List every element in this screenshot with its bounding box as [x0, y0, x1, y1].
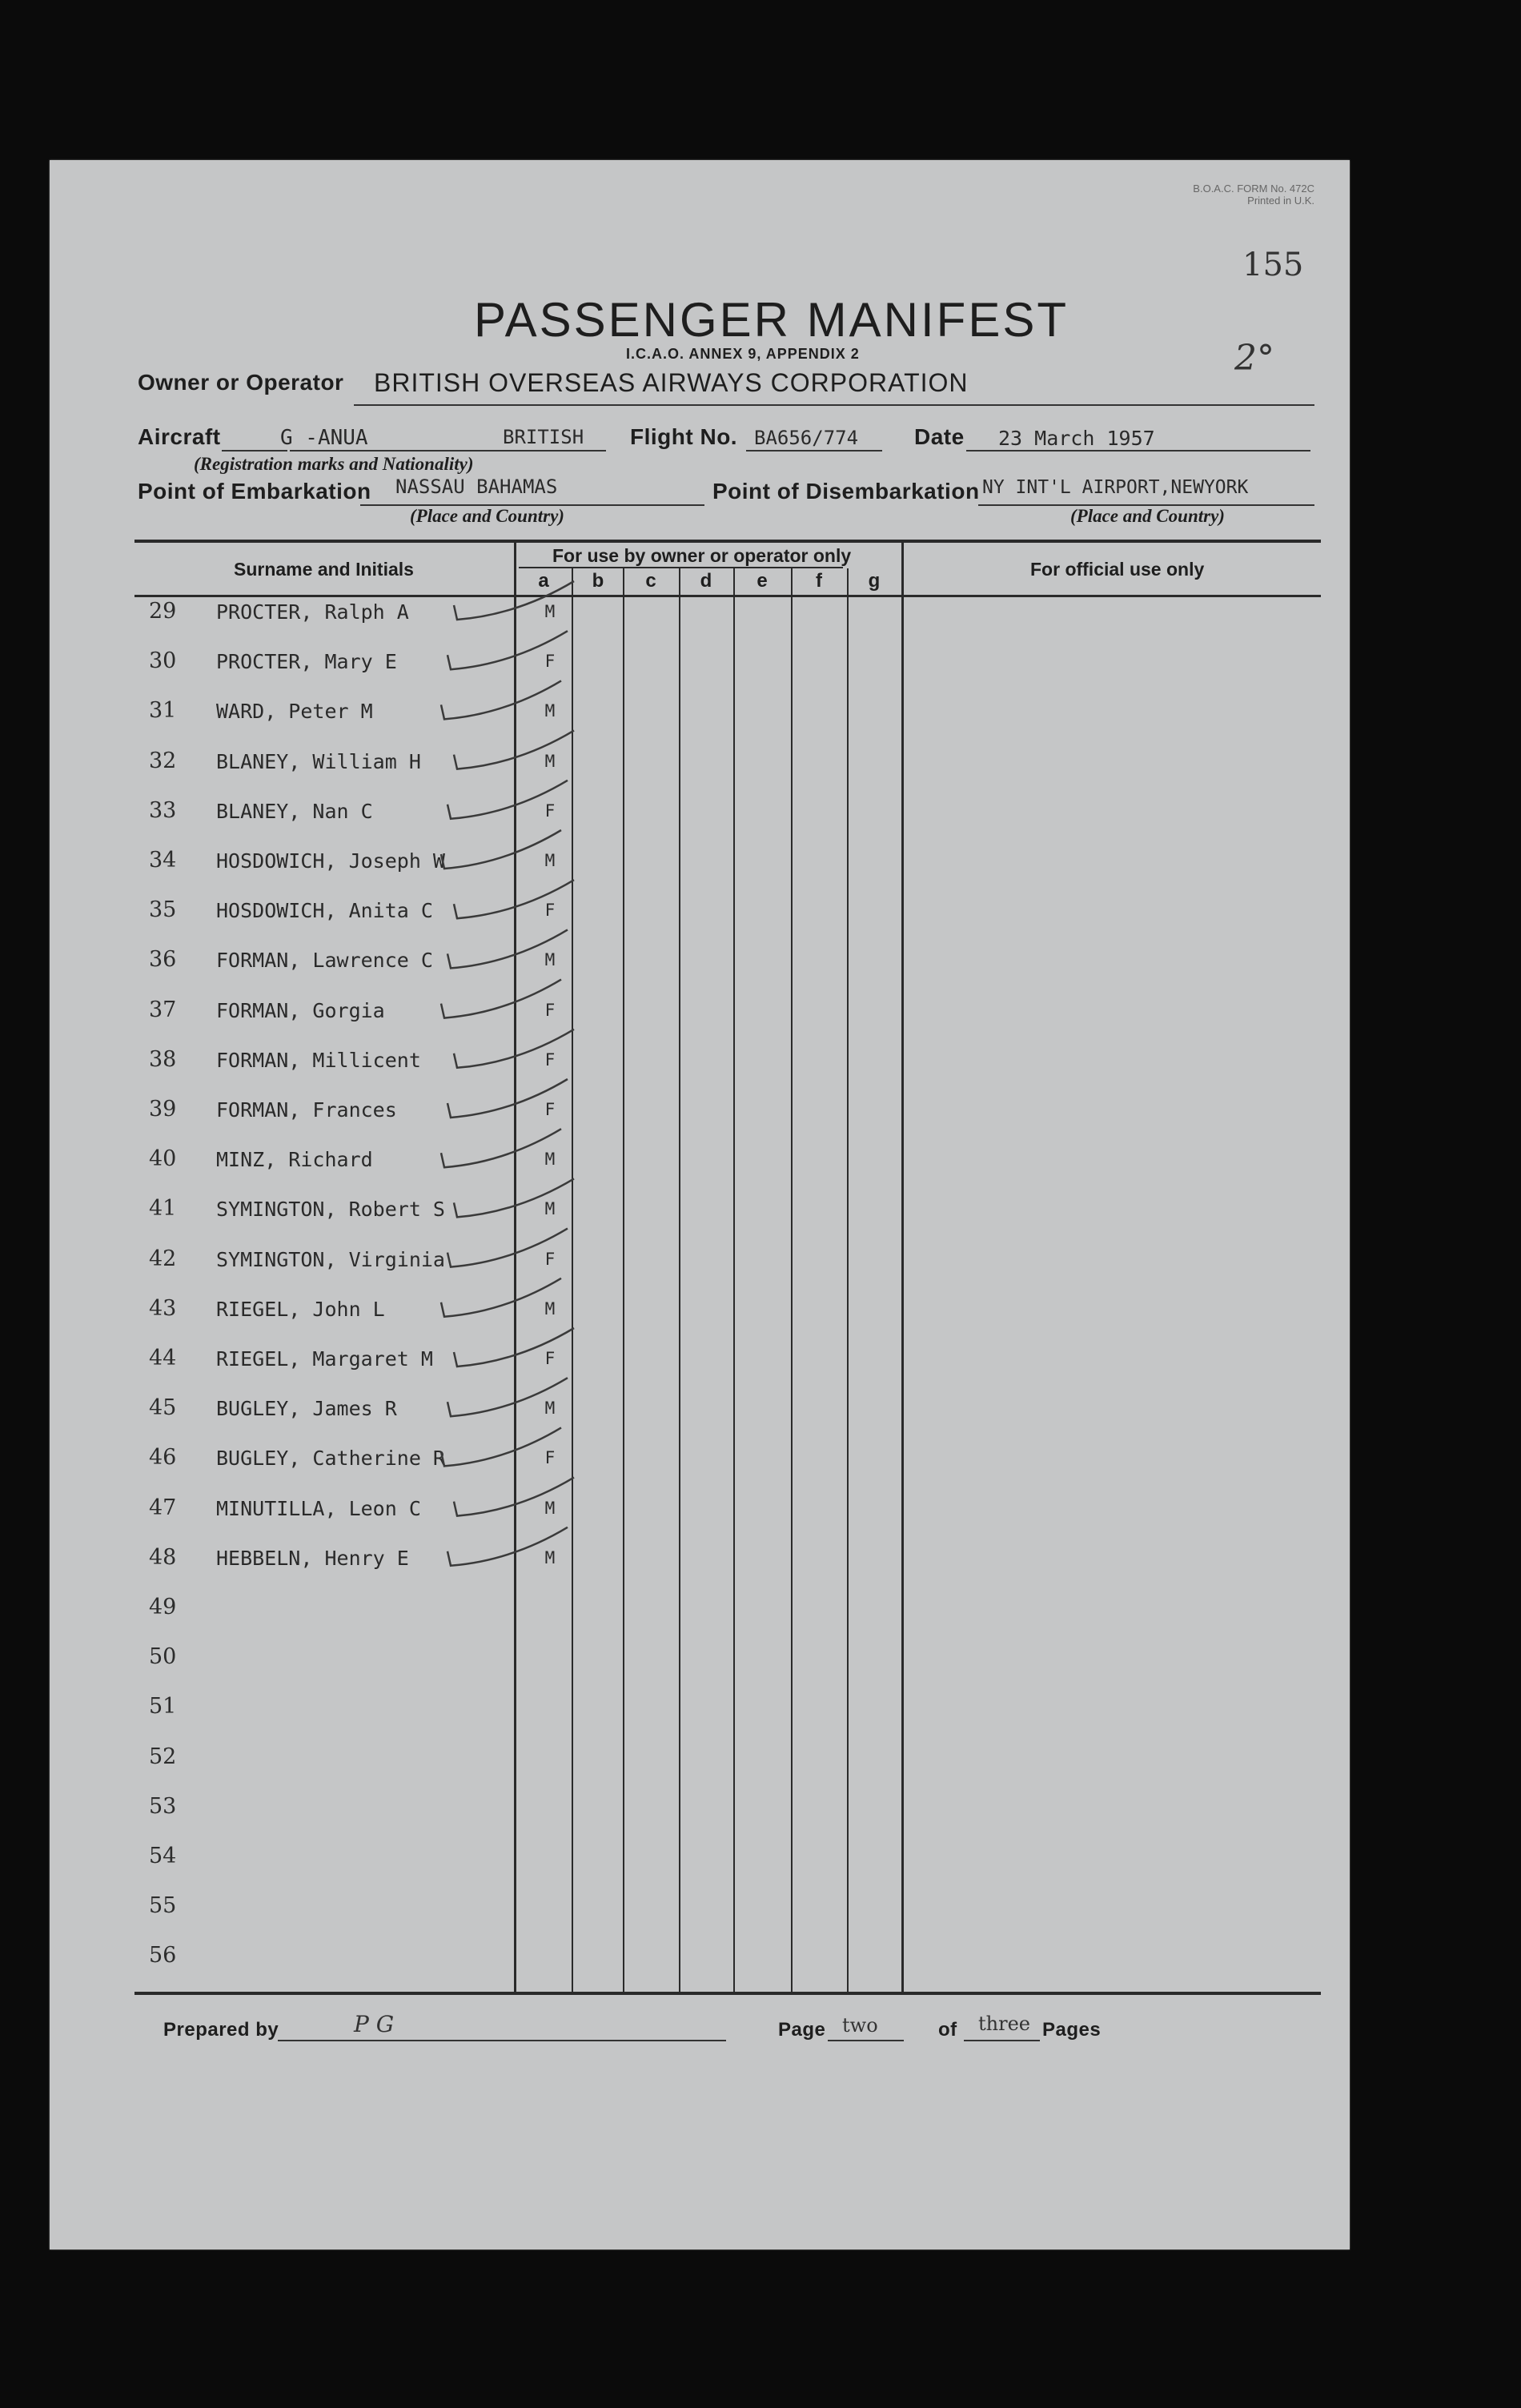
- owner-use-header: For use by owner or operator only: [552, 545, 852, 566]
- row-number: 41: [149, 1196, 177, 1222]
- disembarkation-value: NY INT'L AIRPORT,NEWYORK: [982, 477, 1249, 498]
- check-mark: [454, 1328, 574, 1367]
- passenger-name: PROCTER, Mary E: [216, 650, 397, 674]
- owner-column-header-c: c: [645, 570, 656, 592]
- row-number: 56: [149, 1943, 177, 1969]
- check-mark: [447, 1378, 568, 1419]
- row-number: 31: [149, 698, 177, 724]
- row-number: 53: [149, 1793, 177, 1819]
- passenger-sex: M: [544, 1150, 556, 1170]
- owner-column-header-g: g: [868, 570, 881, 592]
- row-number: 49: [149, 1595, 177, 1619]
- of-label: of: [938, 2019, 957, 2041]
- passenger-name: MINZ, Richard: [216, 1148, 373, 1172]
- owner-column-header-a: a: [538, 570, 549, 592]
- row-number: 48: [149, 1544, 177, 1570]
- check-mark: [447, 929, 568, 968]
- passenger-sex: F: [544, 652, 556, 672]
- passenger-sex: M: [544, 701, 556, 721]
- passenger-sex: M: [544, 602, 556, 621]
- official-use-header: For official use only: [1030, 559, 1205, 580]
- disembarkation-note: (Place and Country): [1070, 506, 1225, 526]
- check-mark: [441, 1278, 561, 1317]
- owner-column-header-f: f: [816, 570, 822, 592]
- passenger-name: HOSDOWICH, Joseph W: [216, 849, 445, 873]
- check-mark: [447, 1079, 568, 1118]
- row-number: 52: [149, 1744, 177, 1769]
- surname-header: Surname and Initials: [234, 559, 414, 580]
- passenger-sex: M: [544, 1298, 556, 1318]
- row-number: 32: [149, 748, 177, 773]
- passenger-sex: F: [544, 801, 556, 821]
- row-number: 40: [149, 1146, 177, 1172]
- passenger-sex: F: [544, 1349, 556, 1368]
- passenger-name: SYMINGTON, Robert S: [216, 1198, 445, 1222]
- row-number: 39: [149, 1097, 177, 1122]
- check-mark: [447, 1527, 568, 1566]
- owner-value: BRITISH OVERSEAS AIRWAYS CORPORATION: [374, 368, 969, 397]
- row-number: 54: [149, 1844, 177, 1868]
- row-number: 29: [149, 599, 177, 624]
- page-underline: [828, 2040, 904, 2041]
- passenger-sex: M: [544, 1199, 556, 1219]
- row-number: 50: [149, 1644, 177, 1670]
- passenger-name: HOSDOWICH, Anita C: [216, 899, 433, 923]
- page-label: Page: [778, 2019, 826, 2041]
- page-title: PASSENGER MANIFEST: [474, 293, 1070, 347]
- row-number: 36: [149, 947, 177, 973]
- passenger-name: SYMINGTON, Virginia: [216, 1247, 445, 1271]
- passenger-name: FORMAN, Lawrence C: [216, 949, 433, 973]
- disembarkation-label: Point of Disembarkation: [712, 479, 980, 504]
- passenger-sex: F: [544, 1249, 556, 1269]
- passenger-sex: M: [544, 851, 556, 870]
- row-number: 55: [149, 1893, 177, 1919]
- passenger-sex: F: [544, 1448, 556, 1468]
- date-value: 23 March 1957: [998, 427, 1155, 450]
- handwritten-check-marks: [50, 160, 1350, 2249]
- passenger-name: FORMAN, Millicent: [216, 1048, 421, 1072]
- check-mark: [447, 1229, 568, 1267]
- check-mark: [454, 581, 574, 620]
- passenger-sex: M: [544, 751, 556, 771]
- passenger-name: MINUTILLA, Leon C: [216, 1496, 421, 1520]
- nationality-value: BRITISH: [503, 426, 584, 448]
- passenger-name: BLANEY, William H: [216, 749, 421, 773]
- check-mark: [441, 830, 561, 869]
- row-number: 38: [149, 1046, 177, 1072]
- passenger-name: BUGLEY, Catherine R: [216, 1447, 445, 1471]
- flight-label: Flight No.: [630, 424, 738, 449]
- row-number: 51: [149, 1694, 177, 1720]
- passenger-name: BUGLEY, James R: [216, 1397, 397, 1421]
- form-ref-line1: B.O.A.C. FORM No. 472C: [1193, 183, 1314, 195]
- embarkation-label: Point of Embarkation: [138, 479, 371, 504]
- date-label: Date: [914, 424, 965, 449]
- row-number: 46: [149, 1445, 177, 1471]
- passenger-sex: F: [544, 901, 556, 921]
- row-number: 33: [149, 797, 177, 823]
- row-number: 37: [149, 997, 177, 1022]
- check-mark: [447, 631, 568, 672]
- flight-value: BA656/774: [754, 427, 859, 449]
- passenger-name: HEBBELN, Henry E: [216, 1546, 409, 1570]
- passenger-name: WARD, Peter M: [216, 700, 373, 724]
- aircraft-label: Aircraft: [138, 424, 221, 449]
- passenger-name: BLANEY, Nan C: [216, 799, 373, 823]
- passenger-name: RIEGEL, Margaret M: [216, 1347, 433, 1371]
- passenger-name: RIEGEL, John L: [216, 1297, 385, 1321]
- passenger-name: PROCTER, Ralph A: [216, 600, 409, 624]
- total-pages-underline: [964, 2040, 1040, 2041]
- owner-label: Owner or Operator: [138, 370, 344, 395]
- check-mark: [441, 1427, 561, 1466]
- prepared-by-value: P G: [354, 2011, 395, 2037]
- embarkation-note: (Place and Country): [410, 506, 564, 526]
- check-mark: [454, 1478, 574, 1516]
- owner-column-header-b: b: [592, 570, 604, 592]
- pages-label: Pages: [1042, 2019, 1102, 2041]
- owner-column-header-e: e: [756, 570, 768, 592]
- passenger-sex: F: [544, 1100, 556, 1119]
- passenger-sex: M: [544, 1399, 556, 1419]
- manifest-sheet: [50, 160, 1350, 2249]
- registration-note: (Registration marks and Nationality): [194, 454, 474, 474]
- check-mark: [441, 680, 561, 719]
- passenger-sex: M: [544, 1498, 556, 1518]
- handwritten-mark: 2°: [1234, 338, 1274, 379]
- passenger-name: FORMAN, Frances: [216, 1098, 397, 1122]
- row-number: 44: [149, 1346, 177, 1371]
- total-pages-value: three: [978, 2013, 1030, 2035]
- check-mark: [454, 880, 574, 921]
- check-mark: [454, 1029, 574, 1068]
- check-mark: [447, 781, 568, 819]
- row-number: 42: [149, 1246, 177, 1271]
- check-mark: [454, 731, 574, 769]
- passenger-sex: F: [544, 1049, 556, 1070]
- row-number: 43: [149, 1295, 177, 1321]
- prepared-by-label: Prepared by: [163, 2019, 279, 2041]
- page-number-value: two: [842, 2014, 878, 2037]
- owner-column-header-d: d: [700, 570, 712, 592]
- row-number: 47: [149, 1495, 177, 1520]
- row-number: 35: [149, 897, 177, 923]
- row-number: 45: [149, 1395, 177, 1421]
- embarkation-value: NASSAU BAHAMAS: [395, 476, 558, 498]
- row-number: 30: [149, 648, 177, 674]
- form-ref-line2: Printed in U.K.: [1247, 195, 1314, 207]
- check-mark: [454, 1178, 574, 1217]
- row-number: 34: [149, 848, 177, 873]
- page-subtitle: I.C.A.O. ANNEX 9, APPENDIX 2: [626, 346, 860, 362]
- passenger-sex: F: [544, 1000, 556, 1020]
- passenger-sex: M: [544, 1547, 556, 1567]
- passenger-name: FORMAN, Gorgia: [216, 998, 385, 1022]
- check-mark: [441, 980, 561, 1018]
- passenger-sex: M: [544, 950, 556, 970]
- aircraft-registration: G -ANUA: [280, 426, 368, 450]
- page-stamp-number: 155: [1242, 247, 1304, 283]
- prepared-by-underline: [278, 2040, 726, 2041]
- check-mark: [441, 1129, 561, 1167]
